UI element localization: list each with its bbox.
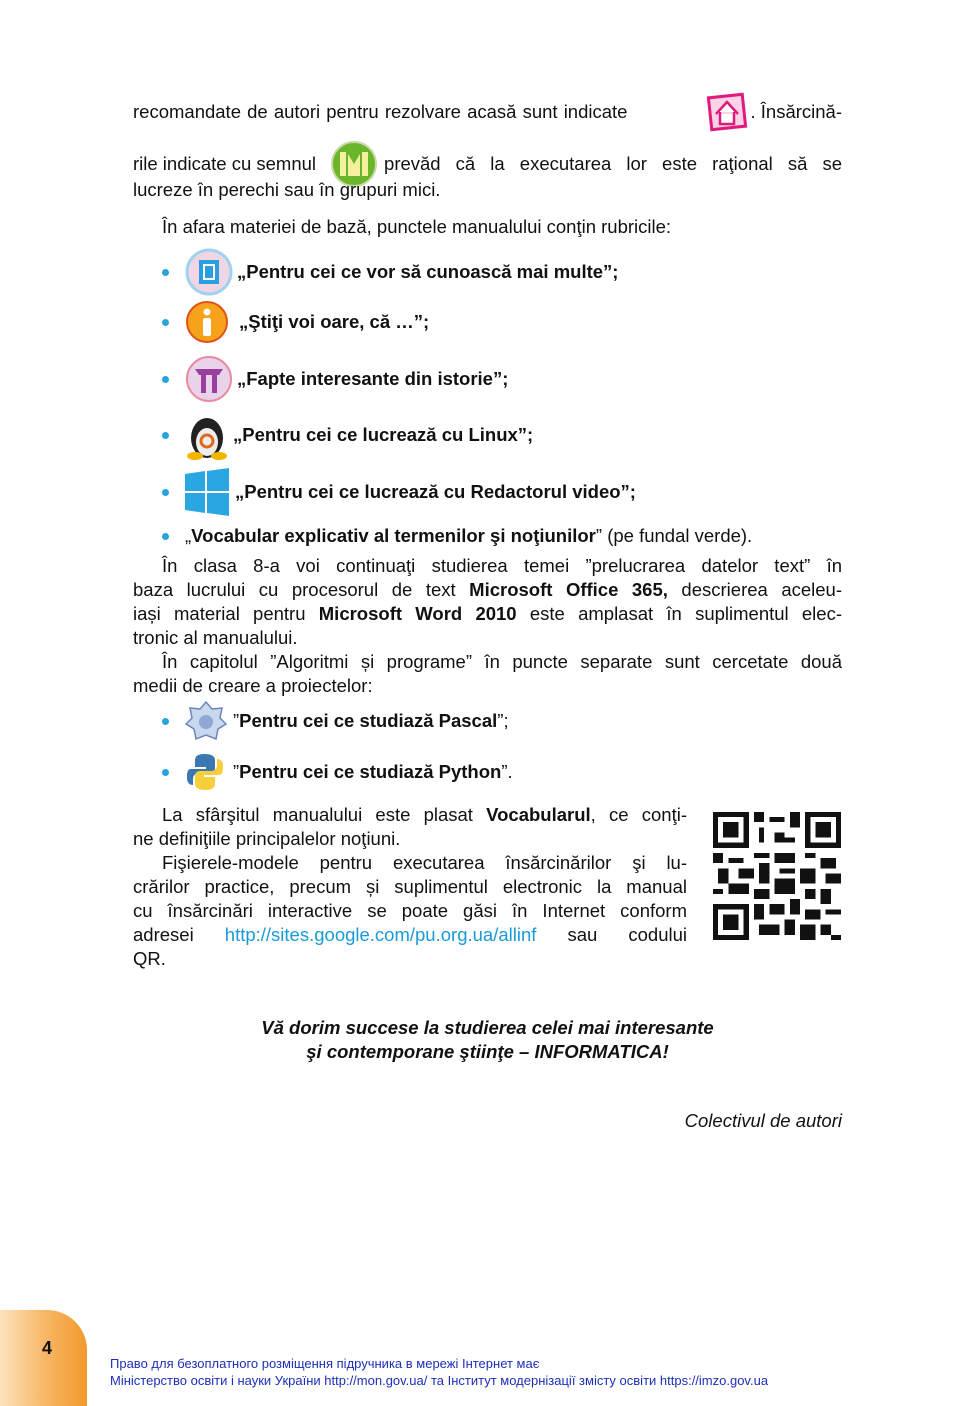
list-item: ” Pentru cei ce studiază Python ”. (162, 752, 513, 792)
linux-penguin-icon (185, 410, 229, 460)
bullet-icon (162, 533, 169, 540)
info-icon (185, 300, 229, 344)
text: recomandate de autori pentru rezolvare acasă sunt indicate (133, 101, 628, 122)
bullet-icon (162, 489, 169, 496)
python-icon (185, 752, 225, 792)
text: lucreze în perechi sau în grupuri mici. (133, 179, 441, 200)
pascal-icon (185, 700, 227, 742)
footer-notice: Міністерство освіти і науки України http://mon.gov.ua/ та Інститут модернізації змісту освіти https://imzo.gov.ua (110, 1373, 769, 1388)
list-item (162, 524, 752, 548)
text: În afara materiei de bază, punctele manualului conţin rubricile: (162, 216, 672, 237)
text: medii de creare a proiectelor: (133, 675, 373, 696)
rubric-label: „Ştiţi voi oare, că …”; (239, 311, 430, 332)
bullet-icon (162, 269, 169, 276)
text: . Însărcină- (750, 101, 842, 122)
text-line: La sfârşitul manualului este plasat Vocabularul, ce conţi- (162, 804, 687, 825)
footer-notice: Право для безоплатного розміщення підручника в мережі Інтернет має (110, 1356, 540, 1371)
env-label: Pentru cei ce studiază Pascal (239, 710, 498, 731)
windows-icon (185, 468, 229, 516)
text: crărilor practice, precum și suplimentul electronic la manual (133, 876, 687, 897)
list-item (162, 468, 636, 516)
list-item (162, 355, 508, 403)
text: „ (185, 525, 192, 546)
qr-code[interactable] (713, 812, 841, 940)
bullet-icon (162, 769, 169, 776)
text: cu însărcinări interactive se poate găsi în Internet conform (133, 900, 687, 921)
vocab-label: Vocabular explicativ al termenilor şi noţiunilor (191, 525, 596, 546)
text: rile indicate cu semnul (133, 153, 317, 174)
text: În clasa 8-a voi continuaţi studierea temei ”prelucrarea datelor text” în (162, 555, 842, 576)
list-item (162, 248, 618, 296)
rubric-label: „Pentru cei ce lucrează cu Linux”; (233, 424, 534, 445)
authors-signature: Colectivul de autori (684, 1110, 842, 1131)
intro-line-1 (133, 92, 842, 132)
text: tronic al manualului. (133, 627, 298, 648)
text-line: iași material pentru Microsoft Word 2010 este amplasat în suplimentul elec- (133, 603, 842, 624)
text: ne definiţiile principalelor noţiuni. (133, 828, 401, 849)
list-item (162, 300, 429, 344)
bullet-icon (162, 432, 169, 439)
home-icon (706, 92, 750, 132)
text: Fişierele-modele pentru executarea însărcinărilor şi lu- (162, 852, 687, 873)
env-label: Pentru cei ce studiază Python (239, 761, 502, 782)
bullet-icon (162, 718, 169, 725)
text: ” (pe fundal verde). (595, 525, 753, 546)
text-line: baza lucrului cu procesorul de text Microsoft Office 365, descrierea aceleu- (133, 579, 843, 600)
history-icon (185, 355, 233, 403)
bullet-icon (162, 376, 169, 383)
list-item (162, 410, 533, 460)
closing-message: Vă dorim succese la studierea celei mai interesante (261, 1017, 714, 1038)
text-line: adresei http://sites.google.com/pu.org.ua/allinf sau codului (133, 924, 688, 945)
bullet-icon (162, 319, 169, 326)
text: În capitolul ”Algoritmi și programe” în puncte separate sunt cercetate două (162, 651, 842, 672)
rubric-label: „Pentru cei ce vor să cunoască mai multe”; (237, 261, 619, 282)
text: QR. (133, 948, 166, 969)
knowledge-icon (185, 248, 233, 296)
list-item: ” Pentru cei ce studiază Pascal ”; (162, 700, 509, 742)
text: prevăd că la executarea lor este raţional să se (384, 153, 842, 174)
page-number: 4 (42, 1338, 53, 1358)
closing-message: şi contemporane ştiinţe – INFORMATICA! (306, 1041, 669, 1062)
rubric-label: „Pentru cei ce lucrează cu Redactorul video”; (235, 481, 636, 502)
allinf-link[interactable]: http://sites.google.com/pu.org.ua/allinf (224, 924, 537, 945)
rubric-label: „Fapte interesante din istorie”; (237, 368, 509, 389)
